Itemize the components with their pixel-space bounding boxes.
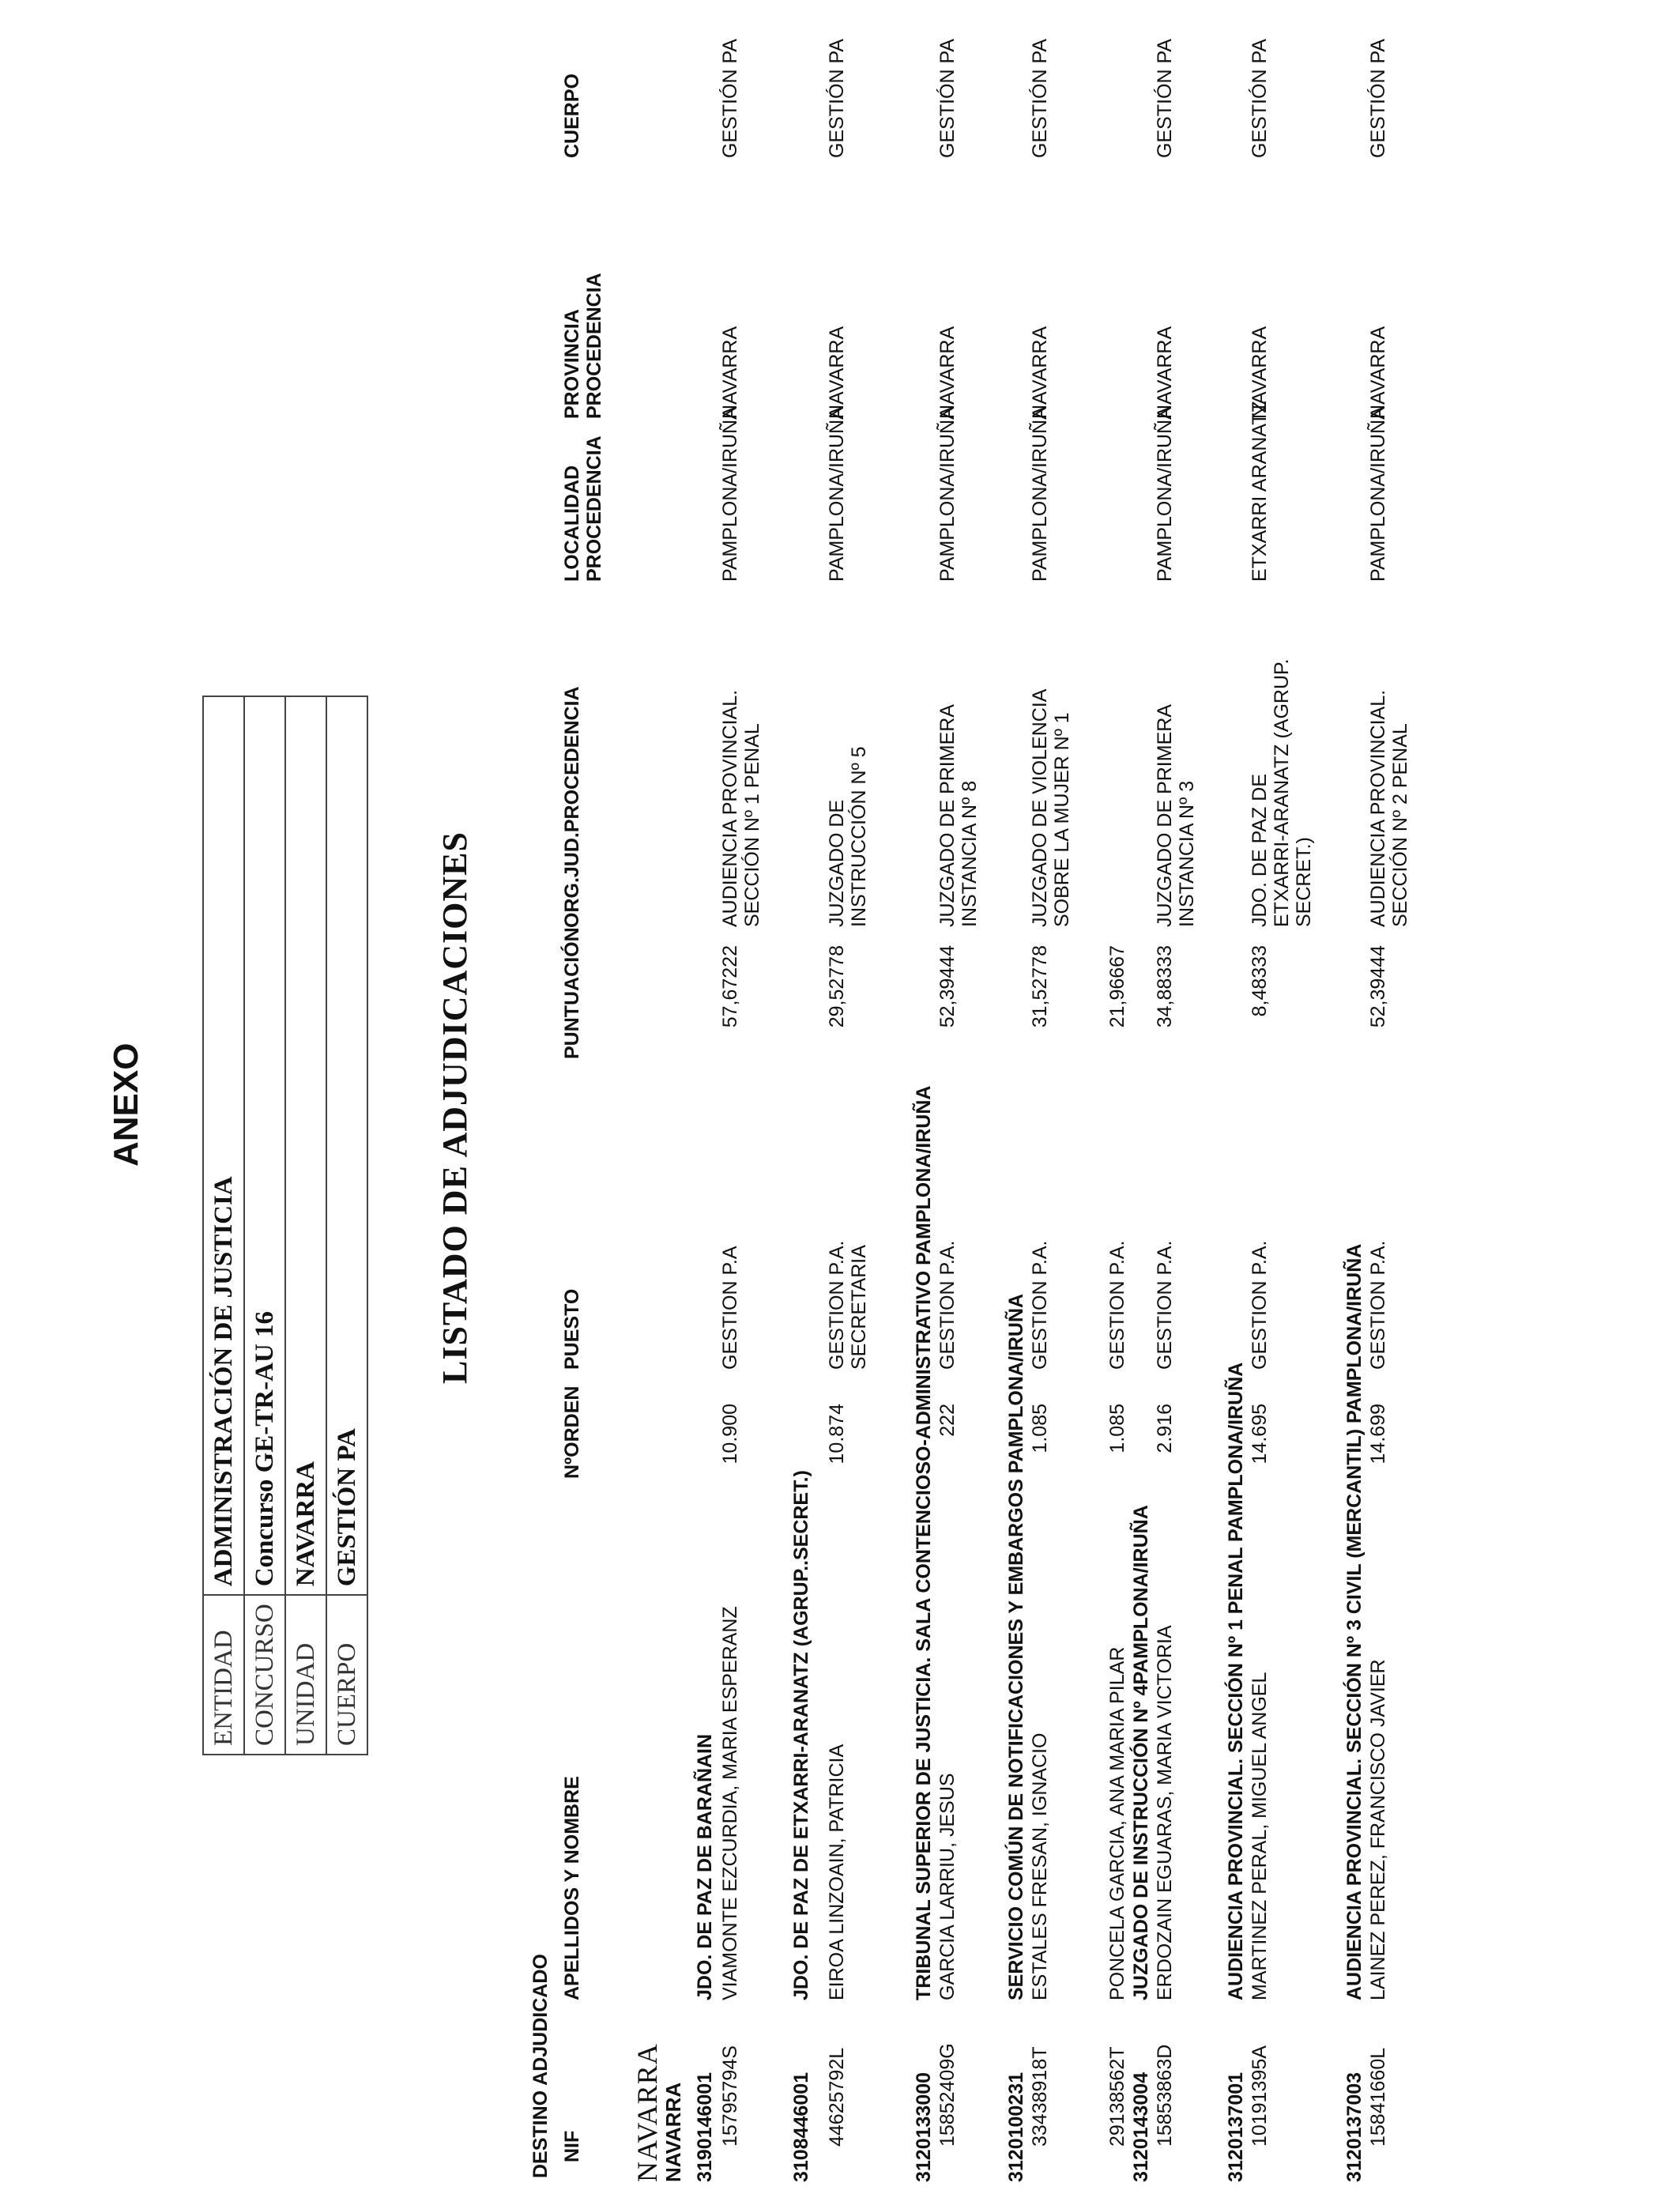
cell-nif: 15795794S <box>719 2045 741 2147</box>
cell-puesto: GESTION P.A. <box>1154 1240 1176 1370</box>
header-cuerpo: CUERPO <box>561 74 583 158</box>
cell-cuerpo: GESTIÓN PA <box>1029 39 1051 158</box>
listado-title: LISTADO DE ADJUDICACIONES <box>435 831 474 1384</box>
cell-org: JUZGADO DE PRIMERA <box>1154 704 1176 927</box>
cell-org-2: SECCIÓN Nº 1 PENAL <box>741 723 763 927</box>
cell-nif: 15852409G <box>936 2043 959 2147</box>
cell-org: JDO. DE PAZ DE <box>1249 773 1271 927</box>
destino-name: JDO. DE PAZ DE ETXARRI-ARANATZ (AGRUP..SECRET.) <box>790 1470 812 2000</box>
cell-org: JUZGADO DE VIOLENCIA <box>1029 688 1051 927</box>
destino-name: AUDIENCIA PROVINCIAL. SECCIÓN Nº 3 CIVIL (MERCANTIL) PAMPLONA/IRUÑA <box>1343 1243 1365 2000</box>
cell-puesto: GESTION P.A. <box>1106 1240 1128 1370</box>
cell-nif: 33438918T <box>1029 2046 1051 2147</box>
info-row-unidad <box>285 696 326 1755</box>
cell-orden: 10.874 <box>826 1404 848 1465</box>
cell-orden: 1.085 <box>1106 1404 1128 1453</box>
destino-code: 3120143004 <box>1130 2071 1152 2182</box>
cell-provincia: NAVARRA <box>1154 326 1176 419</box>
header-norden: NºORDEN <box>561 1385 583 1479</box>
cell-puesto-2: SECRETARIA <box>848 1245 870 1370</box>
cell-org-3: SECRET.) <box>1293 837 1315 927</box>
cell-puesto: GESTION P.A. <box>826 1240 848 1370</box>
cell-nombre: PONCELA GARCIA, ANA MARIA PILAR <box>1106 1646 1128 2000</box>
region-subtitle: NAVARRA <box>661 2082 685 2182</box>
cell-puntuacion: 52,39444 <box>1367 945 1389 1028</box>
cell-puntuacion: 8,48333 <box>1249 945 1271 1017</box>
header-orgjud: ORG.JUD.PROCEDENCIA <box>561 686 583 928</box>
info-table <box>202 696 368 1755</box>
cell-localidad: PAMPLONA/IRUÑA <box>826 406 848 582</box>
info-value: ADMINISTRACIÓN DE JUSTICIA <box>203 696 244 1595</box>
header-localidad: LOCALIDAD PROCEDENCIA <box>561 435 605 582</box>
cell-localidad: PAMPLONA/IRUÑA <box>1154 406 1176 582</box>
destino-code: 3120137003 <box>1343 2071 1365 2182</box>
destino-code: 3120100231 <box>1005 2071 1027 2182</box>
cell-puntuacion: 29,52778 <box>826 945 848 1028</box>
cell-nombre: LAINEZ PEREZ, FRANCISCO JAVIER <box>1367 1659 1389 2000</box>
destino-code: 3190146001 <box>694 2071 716 2182</box>
destino-code: 3108446001 <box>790 2071 812 2182</box>
cell-cuerpo: GESTIÓN PA <box>1367 39 1389 158</box>
cell-orden: 2.916 <box>1154 1404 1176 1453</box>
cell-nombre: EIROA LINZOAIN, PATRICIA <box>826 1744 848 2000</box>
cell-org-2: SOBRE LA MUJER Nº 1 <box>1051 712 1073 927</box>
cell-org-2: INSTANCIA Nº 3 <box>1176 780 1198 927</box>
info-label: UNIDAD <box>285 1595 326 1755</box>
cell-org: AUDIENCIA PROVINCIAL. <box>719 689 741 927</box>
info-value: GESTIÓN PA <box>326 696 367 1595</box>
header-puntuacion: PUNTUACIÓN <box>561 927 583 1059</box>
cell-puesto: GESTION P.A. <box>1029 1240 1051 1370</box>
cell-cuerpo: GESTIÓN PA <box>1249 39 1271 158</box>
cell-localidad: PAMPLONA/IRUÑA <box>1367 406 1389 582</box>
region-title: NAVARRA <box>631 2043 663 2182</box>
cell-puntuacion: 21,96667 <box>1106 945 1128 1028</box>
cell-org-2: INSTANCIA Nº 8 <box>959 780 981 927</box>
info-label: CUERPO <box>326 1595 367 1755</box>
cell-org-2: ETXARRI-ARANATZ (AGRUP. <box>1271 658 1293 927</box>
cell-nif: 15853863D <box>1154 2044 1176 2147</box>
destino-name: AUDIENCIA PROVINCIAL. SECCIÓN Nº 1 PENAL PAMPLONA/IRUÑA <box>1225 1362 1247 2000</box>
destino-name: JDO. DE PAZ DE BARAÑAIN <box>694 1733 716 2000</box>
header-apellidos: APELLIDOS Y NOMBRE <box>561 1776 583 2000</box>
cell-provincia: NAVARRA <box>1367 326 1389 419</box>
cell-provincia: NAVARRA <box>1029 326 1051 419</box>
info-value: Concurso GE-TR-AU 16 <box>244 696 285 1595</box>
cell-nombre: ESTALES FRESAN, IGNACIO <box>1029 1732 1051 2000</box>
cell-orden: 222 <box>936 1404 959 1437</box>
cell-org-2: INSTRUCCIÓN Nº 5 <box>848 746 870 927</box>
cell-nombre: ERDOZAIN EGUARAS, MARIA VICTORIA <box>1154 1625 1176 2000</box>
destino-name: JUZGADO DE INSTRUCCIÓN Nº 4PAMPLONA/IRUÑA <box>1130 1505 1152 2000</box>
cell-localidad: PAMPLONA/IRUÑA <box>936 406 959 582</box>
cell-puesto: GESTION P.A <box>719 1246 741 1370</box>
info-label: ENTIDAD <box>203 1595 244 1755</box>
cell-orden: 10.900 <box>719 1404 741 1465</box>
cell-puntuacion: 52,39444 <box>936 945 959 1028</box>
cell-localidad: PAMPLONA/IRUÑA <box>719 406 741 582</box>
cell-nombre: GARCIA LARRIU, JESUS <box>936 1773 959 2000</box>
cell-org: JUZGADO DE PRIMERA <box>936 704 959 927</box>
cell-org-2: SECCIÓN Nº 2 PENAL <box>1389 723 1411 927</box>
info-row-cuerpo <box>326 696 367 1755</box>
cell-puesto: GESTION P.A. <box>1367 1240 1389 1370</box>
page-title: ANEXO <box>107 1042 145 1167</box>
cell-nombre: VIAMONTE EZCURDIA, MARIA ESPERANZ <box>719 1606 741 2000</box>
cell-puntuacion: 57,67222 <box>719 945 741 1028</box>
cell-org: JUZGADO DE <box>826 799 848 927</box>
cell-provincia: NAVARRA <box>826 326 848 419</box>
header-provincia: PROVINCIA PROCEDENCIA <box>561 273 605 419</box>
cell-localidad: PAMPLONA/IRUÑA <box>1029 406 1051 582</box>
cell-org: AUDIENCIA PROVINCIAL. <box>1367 689 1389 927</box>
cell-cuerpo: GESTIÓN PA <box>719 39 741 158</box>
cell-cuerpo: GESTIÓN PA <box>826 39 848 158</box>
cell-puesto: GESTION P.A. <box>1249 1240 1271 1370</box>
cell-nif: 44625792L <box>826 2047 848 2147</box>
cell-orden: 14.699 <box>1367 1404 1389 1465</box>
cell-provincia: NAVARRA <box>1249 326 1271 419</box>
cell-nif: 10191395A <box>1249 2045 1271 2147</box>
destino-name: SERVICIO COMÚN DE NOTIFICACIONES Y EMBARGOS PAMPLONA/IRUÑA <box>1005 1293 1027 2000</box>
cell-orden: 14.695 <box>1249 1404 1271 1465</box>
cell-puntuacion: 31,52778 <box>1029 945 1051 1028</box>
cell-provincia: NAVARRA <box>936 326 959 419</box>
info-value: NAVARRA <box>285 696 326 1595</box>
info-row-concurso <box>244 696 285 1755</box>
destino-code: 3120137001 <box>1225 2071 1247 2182</box>
header-nif: NIF <box>561 2130 583 2162</box>
destino-name: TRIBUNAL SUPERIOR DE JUSTICIA. SALA CONTENCIOSO-ADMINISTRATIVO PAMPLONA/IRUÑA <box>913 1085 935 2000</box>
cell-nif: 15841660L <box>1367 2047 1389 2147</box>
cell-nif: 29138562T <box>1106 2046 1128 2147</box>
cell-cuerpo: GESTIÓN PA <box>936 39 959 158</box>
header-puesto: PUESTO <box>561 1288 583 1370</box>
cell-cuerpo: GESTIÓN PA <box>1154 39 1176 158</box>
cell-provincia: NAVARRA <box>719 326 741 419</box>
cell-nombre: MARTINEZ PERAL, MIGUEL ANGEL <box>1249 1672 1271 2000</box>
header-destino: DESTINO ADJUDICADO <box>529 1954 552 2178</box>
cell-orden: 1.085 <box>1029 1404 1051 1453</box>
destino-code: 3120133000 <box>913 2071 935 2182</box>
info-row-entidad <box>203 696 244 1755</box>
cell-puntuacion: 34,88333 <box>1154 945 1176 1028</box>
cell-puesto: GESTION P.A. <box>936 1240 959 1370</box>
cell-localidad: ETXARRI ARANATZ <box>1249 401 1271 582</box>
info-label: CONCURSO <box>244 1595 285 1755</box>
